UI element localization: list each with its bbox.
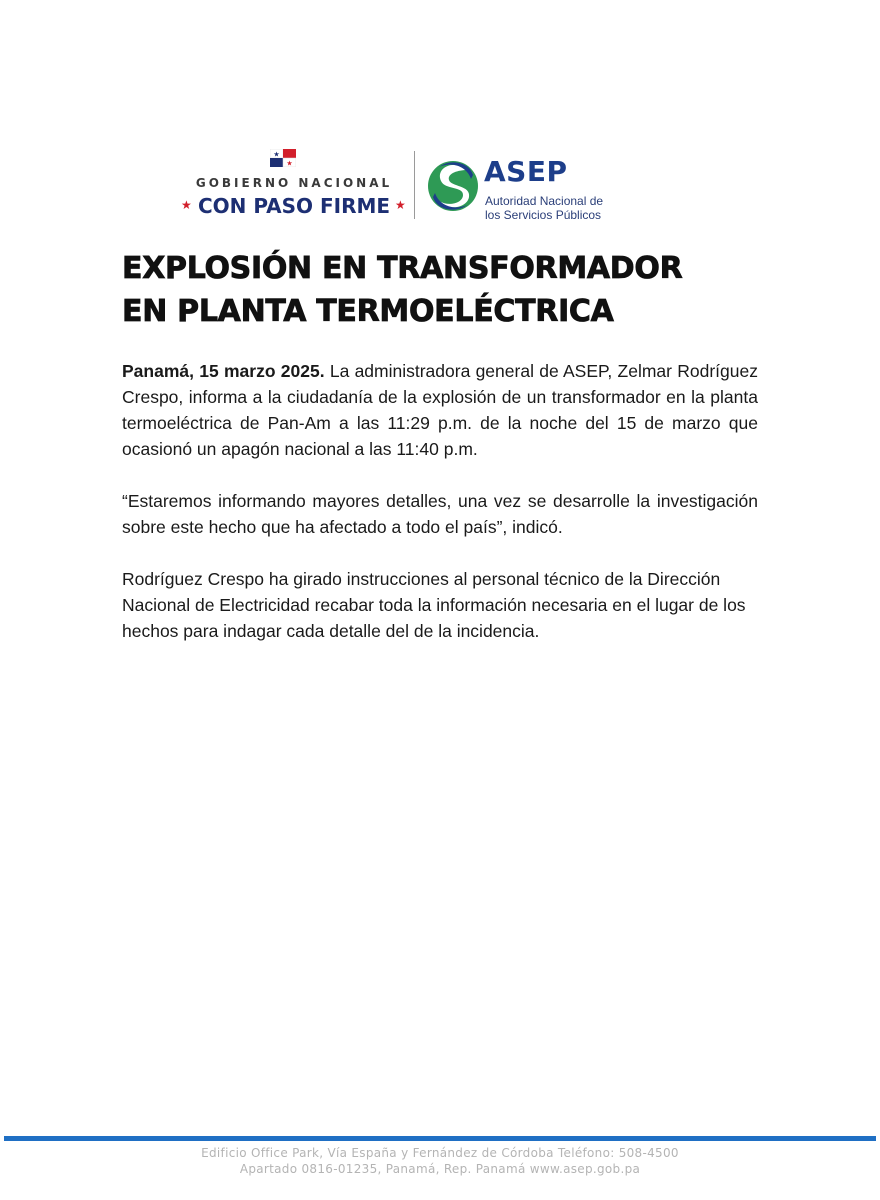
press-release-title — [122, 247, 762, 333]
star-icon: ★ — [181, 198, 192, 212]
asep-subtitle — [485, 194, 625, 222]
paragraph-1-text: La administradora general de ASEP, Zelmar Rodríguez Crespo, informa a la ciudadanía de la explosión de un transformador en la planta termoeléctrica de Pan-Am a las 11:29 p.m. de la noche del 15 de marzo que ocasionó un apagón nacional a las 11:40 p.m. — [122, 361, 758, 459]
title-line-1: EXPLOSIÓN EN TRANSFORMADOR — [122, 251, 683, 286]
panama-flag-icon — [270, 149, 296, 167]
paragraph-2: “Estaremos informando mayores detalles, una vez se desarrolle la investigación sobre este hecho que ha afectado a todo el país”, indicó. — [122, 491, 758, 537]
dateline: Panamá, 15 marzo 2025. — [122, 361, 325, 381]
asep-logo-icon — [427, 153, 479, 219]
asep-subtitle-line2: los Servicios Públicos — [485, 208, 602, 222]
star-icon: ★ — [395, 198, 406, 212]
asep-name: ASEP — [484, 155, 568, 188]
letterhead — [0, 145, 880, 230]
footer-line-1: Edificio Office Park, Vía España y Fernández de Córdoba Teléfono: 508-4500 — [201, 1146, 679, 1160]
government-label: GOBIERNO NACIONAL — [195, 176, 393, 190]
svg-text:★: ★ — [273, 150, 280, 159]
paragraph-3: Rodríguez Crespo ha girado instrucciones al personal técnico de la Dirección Nacional de Electricidad recabar toda la información necesaria en el lugar de los hechos para indagar cada detalle del de la incidencia. — [122, 569, 746, 641]
press-release-body — [122, 358, 758, 670]
government-slogan: CON PASO FIRME — [197, 194, 391, 218]
government-logo — [178, 149, 410, 224]
svg-text:★: ★ — [286, 159, 293, 167]
asep-logo — [427, 153, 627, 228]
footer-line-2: Apartado 0816-01235, Panamá, Rep. Panamá www.asep.gob.pa — [239, 1162, 641, 1176]
logo-divider — [414, 151, 415, 219]
footer-rule — [4, 1136, 876, 1141]
asep-subtitle-line1: Autoridad Nacional de — [485, 194, 604, 208]
footer-address — [0, 1145, 880, 1177]
paragraph-1 — [122, 358, 758, 462]
title-line-2: EN PLANTA TERMOELÉCTRICA — [122, 294, 614, 329]
